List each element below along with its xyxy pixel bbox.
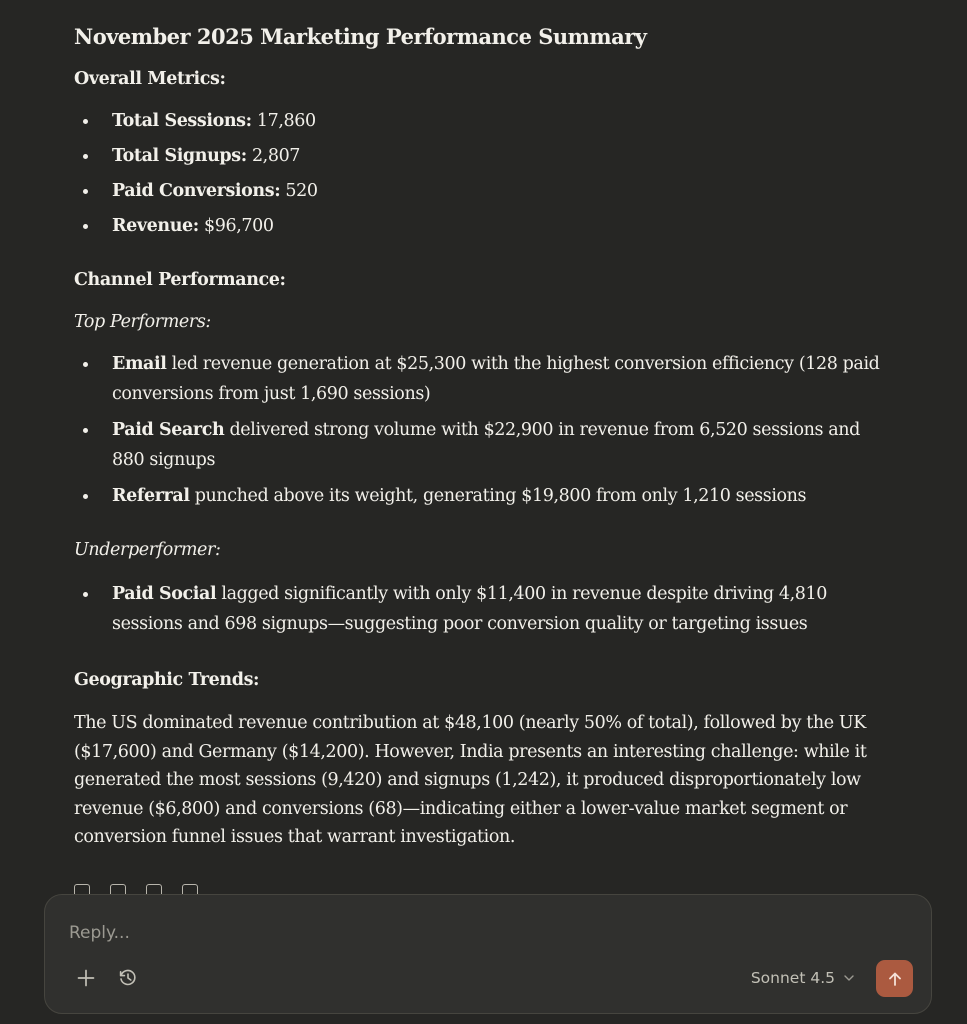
geographic-trends-heading: Geographic Trends:	[74, 670, 260, 690]
clock-icon	[118, 968, 138, 988]
underperformer-list	[74, 579, 894, 639]
metric-label: Revenue:	[112, 216, 199, 236]
send-button[interactable]	[876, 960, 913, 997]
arrow-up-icon	[886, 970, 904, 988]
overall-metrics-heading: Overall Metrics:	[74, 69, 226, 89]
metric-value: 2,807	[246, 146, 301, 166]
channel-performance-heading: Channel Performance:	[74, 270, 286, 290]
geographic-trends-paragraph: The US dominated revenue contribution at $48,100 (nearly 50% of total), followed by the UK ($17,600) and Germany ($14,200). However, India presents an interesting challenge: while it generated the most sessions (9,420) and signups (1,242), it produced disproportionately low revenue ($6,800) and conversions (68)—indicating either a lower-value market segment or conversion funnel issues that warrant investigation.	[74, 713, 867, 847]
chevron-down-icon	[843, 972, 855, 984]
top-performers-list	[74, 349, 894, 511]
metric-value: $96,700	[198, 216, 274, 236]
metric-label: Total Sessions:	[112, 111, 252, 131]
channel-name: Paid Social	[112, 584, 217, 604]
channel-detail: delivered strong volume with $22,900 in revenue from 6,520 sessions and 880 signups	[112, 420, 860, 470]
list-item	[74, 579, 894, 639]
message-content	[74, 22, 894, 852]
list-item	[74, 211, 894, 241]
channel-name: Paid Search	[112, 420, 225, 440]
channel-name: Referral	[112, 486, 190, 506]
reply-input[interactable]	[69, 919, 669, 947]
metric-label: Paid Conversions:	[112, 181, 281, 201]
list-item	[74, 349, 894, 409]
top-performers-heading: Top Performers:	[74, 312, 211, 332]
channel-detail: lagged significantly with only $11,400 in revenue despite driving 4,810 sessions and 698 signups—suggesting poor conversion quality or targeting issues	[112, 584, 827, 634]
overall-metrics-list	[74, 106, 894, 241]
reply-composer	[44, 894, 932, 1014]
list-item	[74, 176, 894, 206]
metric-value: 520	[280, 181, 318, 201]
underperformer-heading: Underperformer:	[74, 540, 221, 560]
model-selector[interactable]	[751, 965, 855, 991]
add-attachment-button[interactable]	[71, 963, 101, 993]
channel-detail: led revenue generation at $25,300 with the highest conversion efficiency (128 paid conversions from just 1,690 sessions)	[112, 354, 880, 404]
channel-name: Email	[112, 354, 167, 374]
summary-title: November 2025 Marketing Performance Summary	[74, 24, 647, 49]
history-button[interactable]	[113, 963, 143, 993]
plus-icon	[76, 968, 96, 988]
model-label: Sonnet 4.5	[750, 969, 835, 987]
list-item	[74, 415, 894, 475]
list-item	[74, 481, 894, 511]
metric-label: Total Signups:	[112, 146, 247, 166]
metric-value: 17,860	[251, 111, 316, 131]
list-item	[74, 106, 894, 136]
channel-detail: punched above its weight, generating $19,800 from only 1,210 sessions	[189, 486, 807, 506]
list-item	[74, 141, 894, 171]
